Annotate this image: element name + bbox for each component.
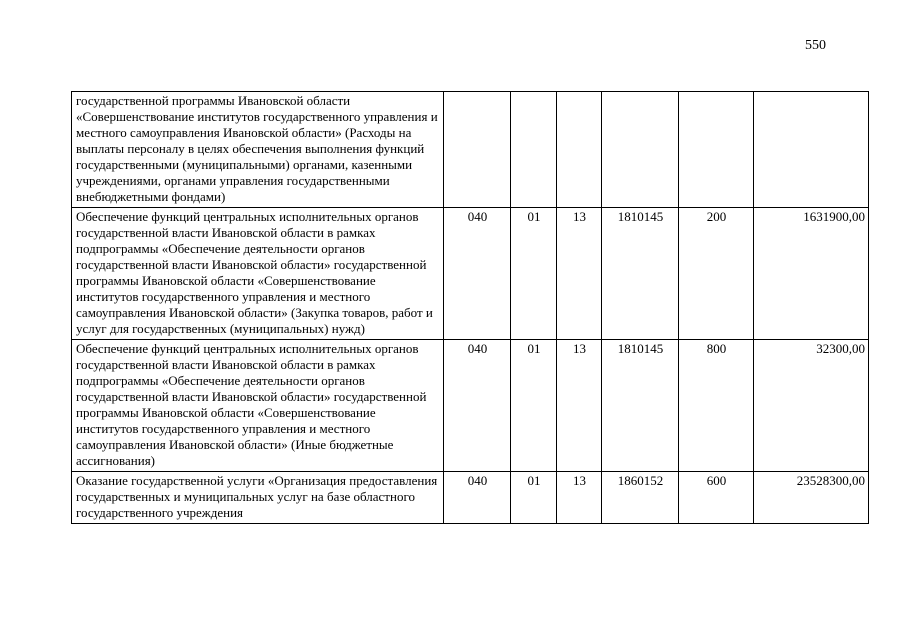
ministry-code: 040 bbox=[444, 340, 511, 472]
amount-value: 32300,00 bbox=[754, 340, 869, 472]
row-description: Оказание государственной услуги «Организация предоставления государственных и муниципальных услуг на базе областного государственного учреждения bbox=[72, 472, 444, 524]
target-article-code: 1810145 bbox=[602, 340, 679, 472]
subsection-code: 13 bbox=[557, 472, 602, 524]
row-description: государственной программы Ивановской области «Совершенствование институтов государственного управления и местного самоуправления Ивановской области» (Расходы на выплаты персоналу в целях обеспечения выполнения функций государственными (муниципальными) органами, казенными учреждениями, органами управления государственными внебюджетными фондами) bbox=[72, 92, 444, 208]
ministry-code bbox=[444, 92, 511, 208]
section-code: 01 bbox=[511, 208, 557, 340]
section-code: 01 bbox=[511, 340, 557, 472]
table-row bbox=[72, 208, 869, 340]
table-row bbox=[72, 92, 869, 208]
target-article-code bbox=[602, 92, 679, 208]
amount-value: 1631900,00 bbox=[754, 208, 869, 340]
ministry-code: 040 bbox=[444, 208, 511, 340]
section-code bbox=[511, 92, 557, 208]
budget-table bbox=[71, 91, 869, 524]
ministry-code: 040 bbox=[444, 472, 511, 524]
subsection-code: 13 bbox=[557, 208, 602, 340]
expense-type-code: 800 bbox=[679, 340, 754, 472]
table-row bbox=[72, 472, 869, 524]
subsection-code bbox=[557, 92, 602, 208]
page-number: 550 bbox=[805, 38, 826, 53]
amount-value bbox=[754, 92, 869, 208]
table-row bbox=[72, 340, 869, 472]
row-description: Обеспечение функций центральных исполнительных органов государственной власти Ивановской области в рамках подпрограммы «Обеспечение деятельности органов государственной власти Ивановской области» государственной программы Ивановской области «Совершенствование институтов государственного управления и местного самоуправления Ивановской области» (Закупка товаров, работ и услуг для государственных (муниципальных) нужд) bbox=[72, 208, 444, 340]
subsection-code: 13 bbox=[557, 340, 602, 472]
expense-type-code bbox=[679, 92, 754, 208]
expense-type-code: 600 bbox=[679, 472, 754, 524]
section-code: 01 bbox=[511, 472, 557, 524]
row-description: Обеспечение функций центральных исполнительных органов государственной власти Ивановской области в рамках подпрограммы «Обеспечение деятельности органов государственной власти Ивановской области» государственной программы Ивановской области «Совершенствование институтов государственного управления и местного самоуправления Ивановской области» (Иные бюджетные ассигнования) bbox=[72, 340, 444, 472]
expense-type-code: 200 bbox=[679, 208, 754, 340]
target-article-code: 1860152 bbox=[602, 472, 679, 524]
amount-value: 23528300,00 bbox=[754, 472, 869, 524]
target-article-code: 1810145 bbox=[602, 208, 679, 340]
